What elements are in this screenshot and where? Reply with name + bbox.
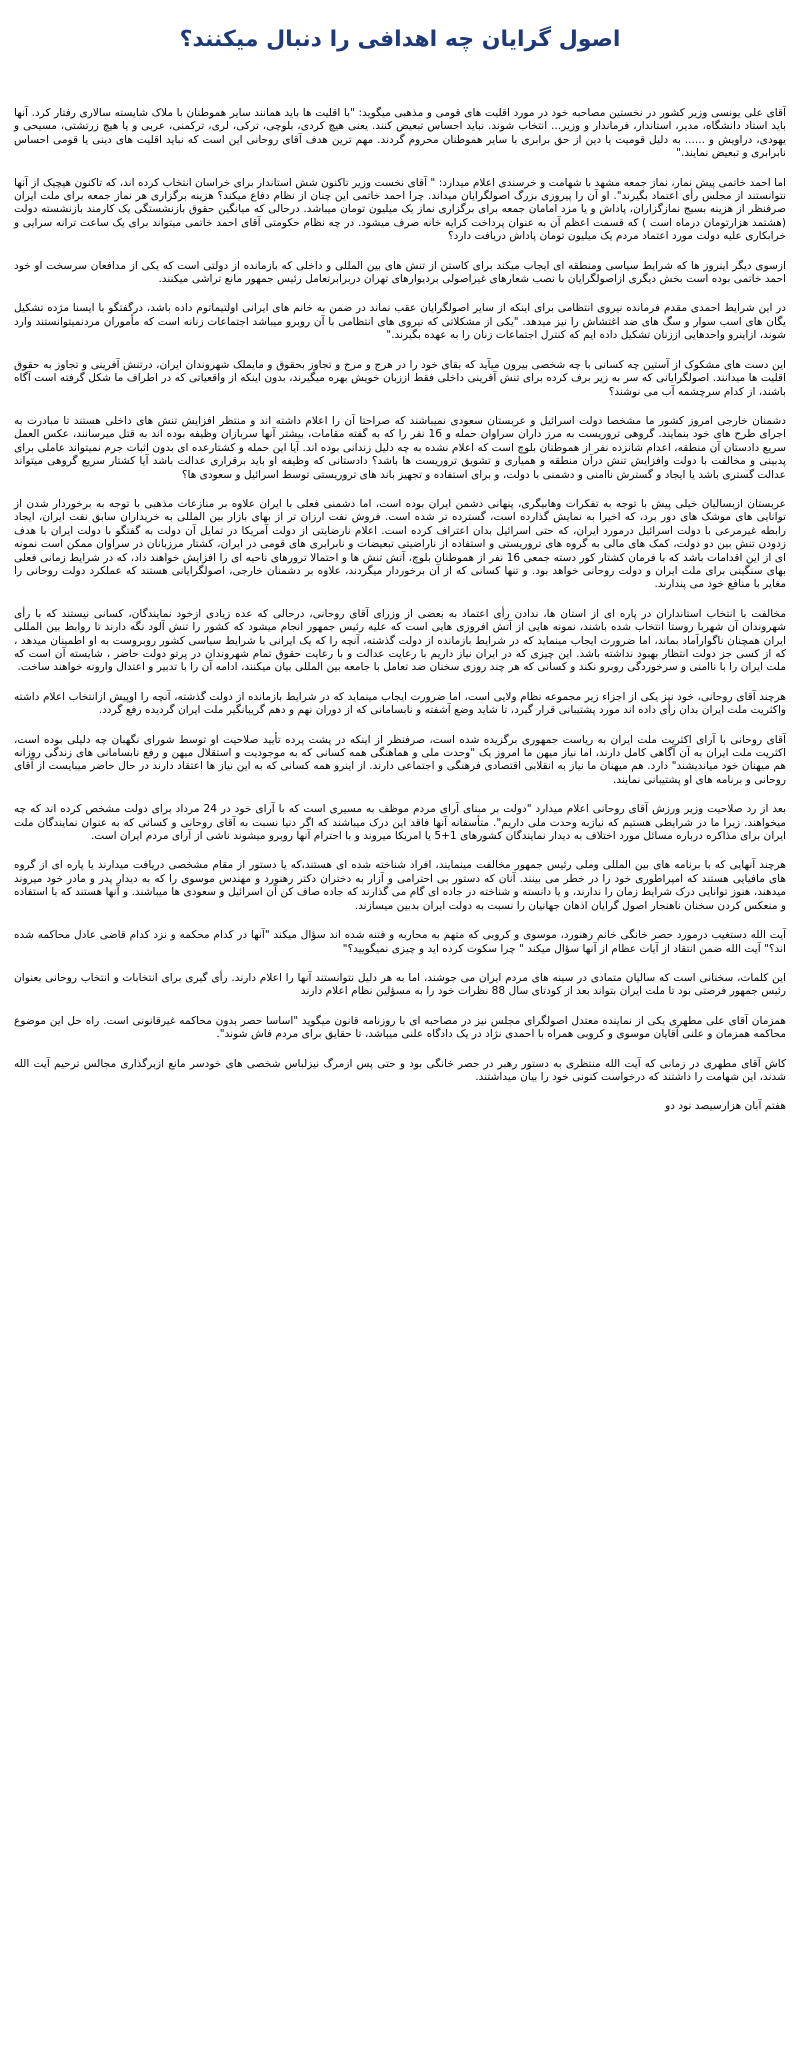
article-paragraph: کاش آقای مطهری در زمانی که آیت الله منتظری به دستور رهبر در حصر خانگی بود و حتی پس ازمرگ نیزلباس شخصی های خودسر مانع ازبرگذاری مجالس ترحیم آیت الله شدند، این شهامت را داشتند که درخواست کنونی خود را بیان میداشتند. xyxy=(14,1057,786,1083)
article-paragraph: دشمنان خارجی امروز کشور ما مشخصا دولت اسرائیل و عربستان سعودی نمیباشند که صراحتا آن را اعلام داشته اند و منتظر افزایش تنش های داخلی هستند تا مبادرت به اجرای طرح های خود بنمایند. گروهی تروریست به مرز داران سراوان حمله و 16 نفر را که به گفته مقامات، بیشتر آنها سربازان وظیفه بوده اند به قتل میرسانند، عکس العمل سریع دادستان آن منطقه، اعدام شانزده نفر از هموطنان بلوچ است که اعلام نشده به چه دلیل زندانی بوده اند. آیا این حمله و کشتارعده ای بدون اثبات جرم نمیتواند عاملی برای پدبینی و مخالفت با دولت وافزایش تنش درآن منطقه و همیاری و تشویق تروریست ها باشد؟ دادستانی که وظیفه او باید برقراری عدالت باشد آیا کشتار سریع گروهی میتواند عدالت گستری باشد یا ایجاد و گسترش ناامنی و دشمنی با دولت، و برای استفاده و تجهیز باند های تروریستی توسط اسرائیل و سعودی ها؟ xyxy=(14,414,786,481)
article-paragraph: این دست های مشکوک از آستین چه کسانی با چه شخصی بیرون میآید که بقای خود را در هرج و مرج و تجاوز بحقوق و مایملک شهروندان ایران، درتنش آفرینی و تجاوز به حقوق اقلیت ها میدانند. اصولگرایانی که سر به زیر برف کرده برای تنش آفرینی داخلی فقط اززبان خویش بهره میگیرند، بدون اینکه از واقعیاتی که در اطراف ما شکل گرفته است آگاه باشند، از کدام سرچشمه آب می نوشند؟ xyxy=(14,358,786,398)
article-paragraph: آقای روحانی با آرای اکثریت ملت ایران به ریاست جمهوری برگزیده شده است، صرفنظر از اینکه در پشت پرده تأیید صلاحیت او توسط شورای نگهبان چه دلیلی بوده است، اکثریت ملت ایران به آن آگاهی کامل دارند، اما نیاز میهن ما امروز یک "وحدت ملی و هماهنگی همه کسانی که به موجودیت و استقلال میهن و رفع نابسامانی های زندگی روزانه هم میهنان خود میاندیشند" دارد. هم میهنان ما نیاز به انقلابی اقتصادی فرهنگی و اجتماعی دارند. از اینرو همه کسانی که به این نیاز ها اعتقاد دارند در حال حاضر میبایست از آقای روحانی و برنامه های او پشتیبانی نمایند. xyxy=(14,733,786,786)
article-paragraph: در این شرایط احمدی مقدم فرمانده نیروی انتظامی برای اینکه از سایر اصولگرایان عقب نماند در ضمن به خانم های ایرانی اولتیماتوم داده باشد، درگفتگو با ایسنا مژده تشکیل یگان های اسب سوار و سگ های ضد اغتشاش را نیز میدهد. "یکی از مشکلاتی که نیروی های انتظامی با آن روبرو میباشد اجتماعات زنانه است که مأموران مردنمیتوانستند وارد شوند، ازاینرو واحدهایی اززنان تشکیل داده ایم که کنترل اجتماعات زنان را به عهده بگیرند." xyxy=(14,302,786,342)
article-paragraph: این کلمات، سخنانی است که سالیان متمادی در سینه های مردم ایران می جوشند، اما به هر دلیل نتوانستند آنها را اعلام دارند. رأی گیری برای انتخابات و انتخاب روحانی بعنوان رئیس جمهور فرصتی بود تا ملت ایران بتواند بعد از کودتای سال 88 نظرات خود را به مسؤلین نظام اعلام دارند xyxy=(14,971,786,998)
article-date: هفتم آبان هزارسیصد نود دو xyxy=(665,1100,786,1113)
article-body xyxy=(14,107,786,1114)
article-paragraph: هرچند آنهایی که با برنامه های بین المللی وملی رئیس جمهور مخالفت مینمایند، افراد شناخته شده ای هستند،که یا دستور از مقام مشخصی دریافت میدارند یا پاره ای از گروه های مافیایی هستند که امپراطوری خود را در خطر می بینند. آنان که دستور بی احترامی و آزار به دختران دکتر رهنورد و مهندس موسوی را که به دیدار پدر و مادر خود میروند میدهند، هنوز توانایی درک شرایط زمان را ندارند، و یا دانسته و شناخته در جاده ای گام می گذارند که جاده صاف کن آن اسرائیل و سعودی ها میباشند. و آنها هستند که با استفاده و منعکس کردن سخنان ناهنجار اصول گرایان اذهان جهانیان را نسبت به دولت ایران بدبین میسازند. xyxy=(14,859,786,912)
article-paragraph: اما احمد خاتمی پیش نمار، نماز جمعه مشهد با شهامت و خرسندی اعلام میدارد: " آقای نخست وزیر تاکنون شش استاندار برای خراسان انتخاب کرده اند، که تاکنون هیچیک از آنها نتوانستند از مجلس رأی اعتماد بگیرند". او آن را پیروزی بزرگ اصولگرایان میداند. چرا احمد خاتمی این چنان از نظام دفاع میکند؟ هزینه برگزاری هر نماز جمعه برای ملت ایران صرفنظر از هزینه بسیج نمازگزاران، پاداش و یا مزد امامان جمعه برای برگزاری نماز یک میلیون تومان میباشد. درحالی که میانگین حقوق بازنشستگی یک کارمند بازنشسته دولت (هشتمد هزارتومان درماه است ) که قسمت اعظم آن به عنوان پرداخت کرایه خانه صرف میشود. در چه نظام حکومتی آقای احمد خاتمی میتواند برای یک ساعت ترانه سرایی و خرابکاری علیه دولت مورد اعتماد مردم یک میلیون تومان پاداش دریافت دارد؟ xyxy=(14,176,786,243)
article-paragraph: همزمان آقای علی مطهری یکی از نماینده معتدل اصولگرای مجلس نیز در مصاحبه ای با روزنامه قانون میگوید "اساسا حصر بدون محاکمه غیرقانونی است. راه حل این موضوع محاکمه همزمان و علنی آقایان موسوی و کروبی همراه با احمدی نژاد در یک دادگاه علنی میباشد، تا حقایق برای مردم فاش شوند". xyxy=(14,1014,786,1041)
article-paragraph: آیت الله دستغیب درمورد حصر خانگی خانم رهنورد، موسوی و کروبی که متهم به محاربه و فتنه شده اند سؤال میکند "آنها در کدام محکمه و نزد کدام قاضی عادل محاکمه شده اند؟" آیت الله ضمن انتقاد از آیات عظام از آنها سؤال میکند " چرا سکوت کرده اید و چیزی نمیگویید؟" xyxy=(14,929,786,955)
article-title: اصول گرایان چه اهدافی را دنبال میکنند؟ xyxy=(179,27,621,52)
article-paragraph: عربستان ازبسالیان خیلی پیش با توجه به تفکرات وهابیگری، پنهانی دشمن ایران بوده است، اما دشمنی فعلی با ایران علاوه بر منازعات مذهبی با توجه به برخوردار شدن از توانایی های موشک های دور برد، که اخیرا به نمایش گذارده است، گسترده تر شده است. فروش نفت ارزان تر از بهای بازار بین المللی به خریداران سابق نفت ایران، ایجاد رابطه غیرمرعی با دولت اسرائیل درمورد ایران، که حتی اسرائیل بدان اعتراف کرده است. اعلام نارضایتی از دولت آمریکا در تمایل آن دولت به گفتگو با دولت ایران با هدف زدودن تنش بین دو دولت، کمک های مالی به گروه های تروریستی و استفاده از ناراضیتی تبعیضات و نابرابری های قومی در ایران، کشتار مرزبانان در سراوان ممکن است نمونه ای از این اقدامات باشد که با فرمان کشتار کور دسته جمعی 16 نفر از هموطنان بلوچ، آتش تنش ها و احتمالا ترورهای ناحیه ای را افزایش خواهند داد، که در شرایط زمانی فعلی بهای سنگینی برای ملت ایران و دولت روحانی خواهد بود. و تنها کسانی که از آن برخوردار میگردند، علاوه بر دشمنان خارجی، اصولگرایانی هستند که عملکرد دولت روحانی را مغایر با منافع خود می پندارند. xyxy=(14,497,786,591)
article-paragraph: هرچند آقای روحانی، خود نیز یکی از اجزاء زیر مجموعه نظام ولایی است، اما ضرورت ایجاب مینماید که در شرایط بازمانده از دولت گذشته، آنچه را اوپیش ازانتخاب اعلام داشته واکثریت ملت ایران بدان رأی داده اند مورد پشتیبانی قرار گیرد، تا شاید وضع آشفته و نابسامانی که از دوران نهم و دهم گریبانگیر ملت ایران گردیده رفع گردد. xyxy=(14,690,786,717)
article-paragraph: مخالفت با انتخاب استانداران در پاره ای از استان ها، ندادن رأی اعتماد به بعضی از وزرای آقای روحانی، درحالی که عده زیادی ازخود نمایندگان، کسانی نیستند که با رأی شهروندان آن شهربا روستا انتخاب شده باشند، نمونه هایی از آتش افروزی هایی است که علیه رئیس جمهور انجام میشود که کشور را تنش آلود نگه دارند تا روابط بین المللی ایران همچنان ناگوارآماد بماند، اما ضرورت ایجاب مینماید که در شرایط بازمانده از دولت گذشته، آنچه را که یک ایرانی با شرایط سیاسی کشور روبروست به او اطمینان میدهد ، که از کسی جز دولت انتظار بهبود نداشته باشد. این چیزی که در ایران نیاز داریم با رعایت عدالت و با رعایت حقوق تمام شهروندان در پرتو دولت حاضر ، شایسته آن است که ملت ایران را با ناامنی و سرخوردگی روبرو نکند و کسانی که هر چند روزی سخنان ضد تعامل با جامعه بین المللی بیان میکنند، ادامه آن را با تدبیر و اعتدال وارونه خواهند ساخت. xyxy=(14,607,786,674)
article-paragraph: بعد از رد صلاحیت وزیر ورزش آقای روحانی اعلام میدارد "دولت بر مبنای آرای مردم موظف به مسیری است که با آرای خود در 24 مرداد برای دولت مشخص کرده اند که چه میخواهند. زیرا ما در شرایطی هستیم که نیازبه وحدت ملی داریم". متأسفانه آنها فاقد این درک میباشند که اگر دنیا نسبت به آقای روحانی و کسانی که به عنوان نمایندگان ملت ایران برای مذاکره درباره مسائل مورد اختلاف به دیدار نمایندگان کشورهای 1+5 یا امریکا میروند و با احترام آنها روبرو میشوند ناشی از آرای مردم ایران است. xyxy=(14,803,786,843)
article-paragraph: آقای علی یونسی وزیر کشور در نخستین مصاحبه خود در مورد اقلیت های قومی و مذهبی میگوید: "با اقلیت ها باید همانند سایر هموطنان با ملاک شایسته سالاری رفتار کرد. آنها باید استاد دانشگاه، مدیر، استاندار، فرماندار و وزیر... انتخاب شوند. نباید احساس تبعیض کنند. یعنی هیچ کردی، بلوچی، ترکی، لری، ترکمنی، عربی و یا هیچ زرتشتی، مسیحی و یهودی، دراویش و ...... به دلیل قومیت یا دین از حق برابری با سایر هموطنان محروم گردند. مهم ترین هدف آقای روحانی این است که نباید اقلیت های دینی یا قومی احساس نابرابری و تبعیض نمایند." xyxy=(14,107,786,160)
article-paragraph: ازسوی دیگر اینروز ها که شرایط سیاسی ومنطقه ای ایجاب میکند برای کاستن از تنش های بین المللی و داخلی که بازمانده از دولتی است که یکی از مدافعان سرسخت او خود احمد خاتمی بوده است بخش دیگری ازاصولگرایان با نصب شعارهای غیراصولی بردیوارهای تهران دربرابرتعامل رئیس جمهور مانع تراشی میکنند. xyxy=(14,259,786,286)
